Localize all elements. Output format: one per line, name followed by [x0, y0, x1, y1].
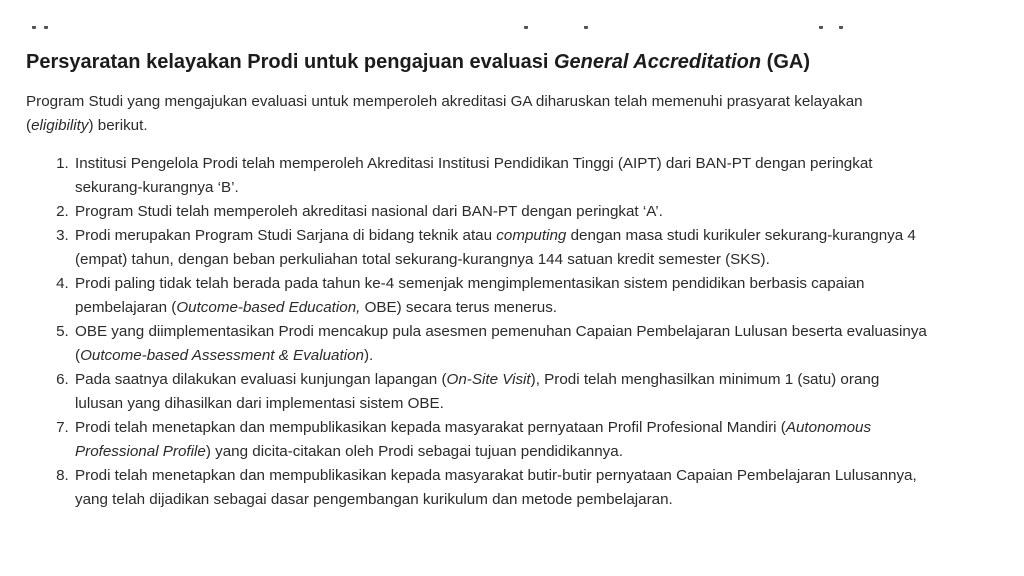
article-section [26, 48, 986, 512]
list-item: 2. Program Studi telah memperoleh akreditasi nasional dari BAN-PT dengan peringkat ‘A’. [73, 200, 928, 224]
section-heading: Persyaratan kelayakan Prodi untuk pengajuan evaluasi General Accreditation (GA) [26, 51, 810, 73]
intro-paragraph: Program Studi yang mengajukan evaluasi untuk memperoleh akreditasi GA diharuskan telah memenuhi prasyarat kelayakan (eligibility) berikut. [26, 93, 863, 134]
list-item: 7. Prodi telah menetapkan dan mempublikasikan kepada masyarakat pernyataan Profil Profesional Mandiri (Autonomous Professional Profile) yang dicita-citakan oleh Prodi sebagai tujuan pendidikannya. [73, 416, 928, 464]
requirements-list [26, 152, 928, 512]
list-item: 8. Prodi telah menetapkan dan mempublikasikan kepada masyarakat butir-butir pernyataan Capaian Pembelajaran Lulusannya, yang telah dijadikan sebagai dasar pengembangan kurikulum dan metode pembelajaran. [73, 464, 928, 512]
list-item: 3. Prodi merupakan Program Studi Sarjana di bidang teknik atau computing dengan masa studi kurikuler sekurang-kurangnya 4 (empat) tahun, dengan beban perkuliahan total sekurang-kurangnya 144 satuan kredit semester (SKS). [73, 224, 928, 272]
clipped-previous-text [24, 26, 1000, 30]
list-item: 6. Pada saatnya dilakukan evaluasi kunjungan lapangan (On-Site Visit), Prodi telah menghasilkan minimum 1 (satu) orang lulusan yang dihasilkan dari implementasi sistem OBE. [73, 368, 928, 416]
list-item: 1. Institusi Pengelola Prodi telah memperoleh Akreditasi Institusi Pendidikan Tinggi (AIPT) dari BAN-PT dengan peringkat sekurang-kurangnya ‘B’. [73, 152, 928, 200]
list-item: 5. OBE yang diimplementasikan Prodi mencakup pula asesmen pemenuhan Capaian Pembelajaran Lulusan beserta evaluasinya (Outcome-based Assessment & Evaluation). [73, 320, 928, 368]
list-item: 4. Prodi paling tidak telah berada pada tahun ke-4 semenjak mengimplementasikan sistem pendidikan berbasis capaian pembelajaran (Outcome-based Education, OBE) secara terus menerus. [73, 272, 928, 320]
